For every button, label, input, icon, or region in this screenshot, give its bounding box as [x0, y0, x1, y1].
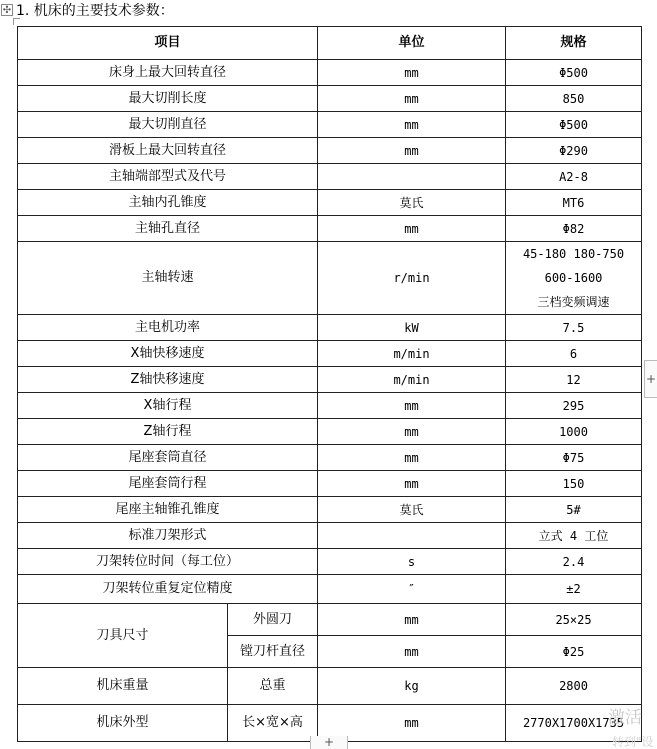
- table-row: [18, 315, 642, 341]
- cell-spec: 5#: [506, 497, 642, 523]
- cell-item: X轴快移速度: [18, 341, 318, 367]
- cell-unit: mm: [318, 445, 506, 471]
- table-move-handle[interactable]: ✣: [2, 5, 12, 16]
- cell-group-tool-size: 刀具尺寸: [18, 604, 228, 668]
- cell-item: 主轴内孔锥度: [18, 190, 318, 216]
- cell-unit: s: [318, 549, 506, 575]
- table-row: [18, 575, 642, 604]
- cell-item: 刀架转位重复定位精度: [18, 575, 318, 604]
- table-row: [18, 367, 642, 393]
- cell-spec: Φ290: [506, 138, 642, 164]
- cell-item: 尾座主轴锥孔锥度: [18, 497, 318, 523]
- cell-unit: kW: [318, 315, 506, 341]
- cell-unit: mm: [318, 705, 506, 742]
- header-item: 项目: [18, 27, 318, 60]
- table-row: [18, 138, 642, 164]
- cell-spec-line2: 三档变频调速: [537, 295, 610, 309]
- cell-unit: m/min: [318, 367, 506, 393]
- cell-spec: Φ75: [506, 445, 642, 471]
- table-row: [18, 604, 642, 636]
- header-spec: 规格: [506, 27, 642, 60]
- cell-spec: 2800: [506, 668, 642, 705]
- cell-sub-item: 长×宽×高: [228, 705, 318, 742]
- cell-unit: mm: [318, 471, 506, 497]
- text-boundary-mark: [13, 18, 20, 25]
- activation-watermark-sub: 转到"设: [612, 735, 654, 749]
- table-header-row: [18, 27, 642, 60]
- table-row: [18, 471, 642, 497]
- cell-unit: kg: [318, 668, 506, 705]
- cell-sub-item: 总重: [228, 668, 318, 705]
- cell-unit: [318, 523, 506, 549]
- cell-spec: Φ25: [506, 636, 642, 668]
- cell-unit: mm: [318, 216, 506, 242]
- cell-spec: 1000: [506, 419, 642, 445]
- cell-sub-item: 外圆刀: [228, 604, 318, 636]
- cell-group-dimensions: 机床外型: [18, 705, 228, 742]
- cell-spec: 2.4: [506, 549, 642, 575]
- cell-unit: mm: [318, 86, 506, 112]
- cell-unit: mm: [318, 604, 506, 636]
- table-row: [18, 523, 642, 549]
- cell-item: 最大切削直径: [18, 112, 318, 138]
- cell-item: 刀架转位时间（每工位）: [18, 549, 318, 575]
- cell-spec: MT6: [506, 190, 642, 216]
- cell-item: 尾座套筒行程: [18, 471, 318, 497]
- cell-spec: Φ82: [506, 216, 642, 242]
- spec-table: [17, 26, 642, 742]
- cell-spec: 850: [506, 86, 642, 112]
- cell-spec: Φ500: [506, 60, 642, 86]
- cell-item: Z轴行程: [18, 419, 318, 445]
- header-unit: 单位: [318, 27, 506, 60]
- cell-spec-line1: 45-180 180-750 600-1600: [522, 247, 625, 285]
- cell-unit: mm: [318, 138, 506, 164]
- table-row: [18, 190, 642, 216]
- cell-unit: m/min: [318, 341, 506, 367]
- cell-spec: 2770X1700X1735: [506, 705, 642, 742]
- cell-item: X轴行程: [18, 393, 318, 419]
- section-heading: 1. 机床的主要技术参数：: [16, 3, 174, 19]
- table-row: [18, 60, 642, 86]
- table-row: [18, 164, 642, 190]
- cell-spec: 150: [506, 471, 642, 497]
- cell-item: 主轴孔直径: [18, 216, 318, 242]
- table-row: [18, 393, 642, 419]
- cell-unit: [318, 164, 506, 190]
- cell-item: 主电机功率: [18, 315, 318, 341]
- cell-unit: ″: [318, 575, 506, 604]
- cell-item: 尾座套筒直径: [18, 445, 318, 471]
- cell-item: 床身上最大回转直径: [18, 60, 318, 86]
- cell-unit: mm: [318, 419, 506, 445]
- cell-spec: 立式 4 工位: [506, 523, 642, 549]
- cell-spec: 12: [506, 367, 642, 393]
- cell-item: 滑板上最大回转直径: [18, 138, 318, 164]
- cell-unit: mm: [318, 60, 506, 86]
- cell-unit: r/min: [318, 242, 506, 315]
- cell-item: 主轴端部型式及代号: [18, 164, 318, 190]
- table-row: [18, 86, 642, 112]
- cell-unit: mm: [318, 393, 506, 419]
- activation-watermark: 激活: [608, 708, 642, 728]
- cell-unit: 莫氏: [318, 190, 506, 216]
- cell-spec: 25×25: [506, 604, 642, 636]
- cell-sub-item: 镗刀杆直径: [228, 636, 318, 668]
- table-row: [18, 341, 642, 367]
- table-row: [18, 549, 642, 575]
- cell-unit: 莫氏: [318, 497, 506, 523]
- cell-item: 主轴转速: [18, 242, 318, 315]
- cell-spec: A2-8: [506, 164, 642, 190]
- cell-spec: 295: [506, 393, 642, 419]
- table-row: [18, 419, 642, 445]
- table-row: [18, 668, 642, 705]
- cell-item: Z轴快移速度: [18, 367, 318, 393]
- cell-unit: mm: [318, 112, 506, 138]
- cell-item: 标准刀架形式: [18, 523, 318, 549]
- add-row-handle[interactable]: +: [644, 360, 657, 398]
- table-row: [18, 445, 642, 471]
- cell-item: 最大切削长度: [18, 86, 318, 112]
- cell-spec: ±2: [506, 575, 642, 604]
- table-row: [18, 242, 642, 315]
- cell-group-weight: 机床重量: [18, 668, 228, 705]
- cell-spec: [506, 242, 642, 315]
- cell-spec: 7.5: [506, 315, 642, 341]
- cell-spec: Φ500: [506, 112, 642, 138]
- table-row: [18, 497, 642, 523]
- cell-spec: 6: [506, 341, 642, 367]
- cell-unit: mm: [318, 636, 506, 668]
- add-column-handle[interactable]: +: [310, 736, 348, 749]
- table-row: [18, 112, 642, 138]
- table-row: [18, 216, 642, 242]
